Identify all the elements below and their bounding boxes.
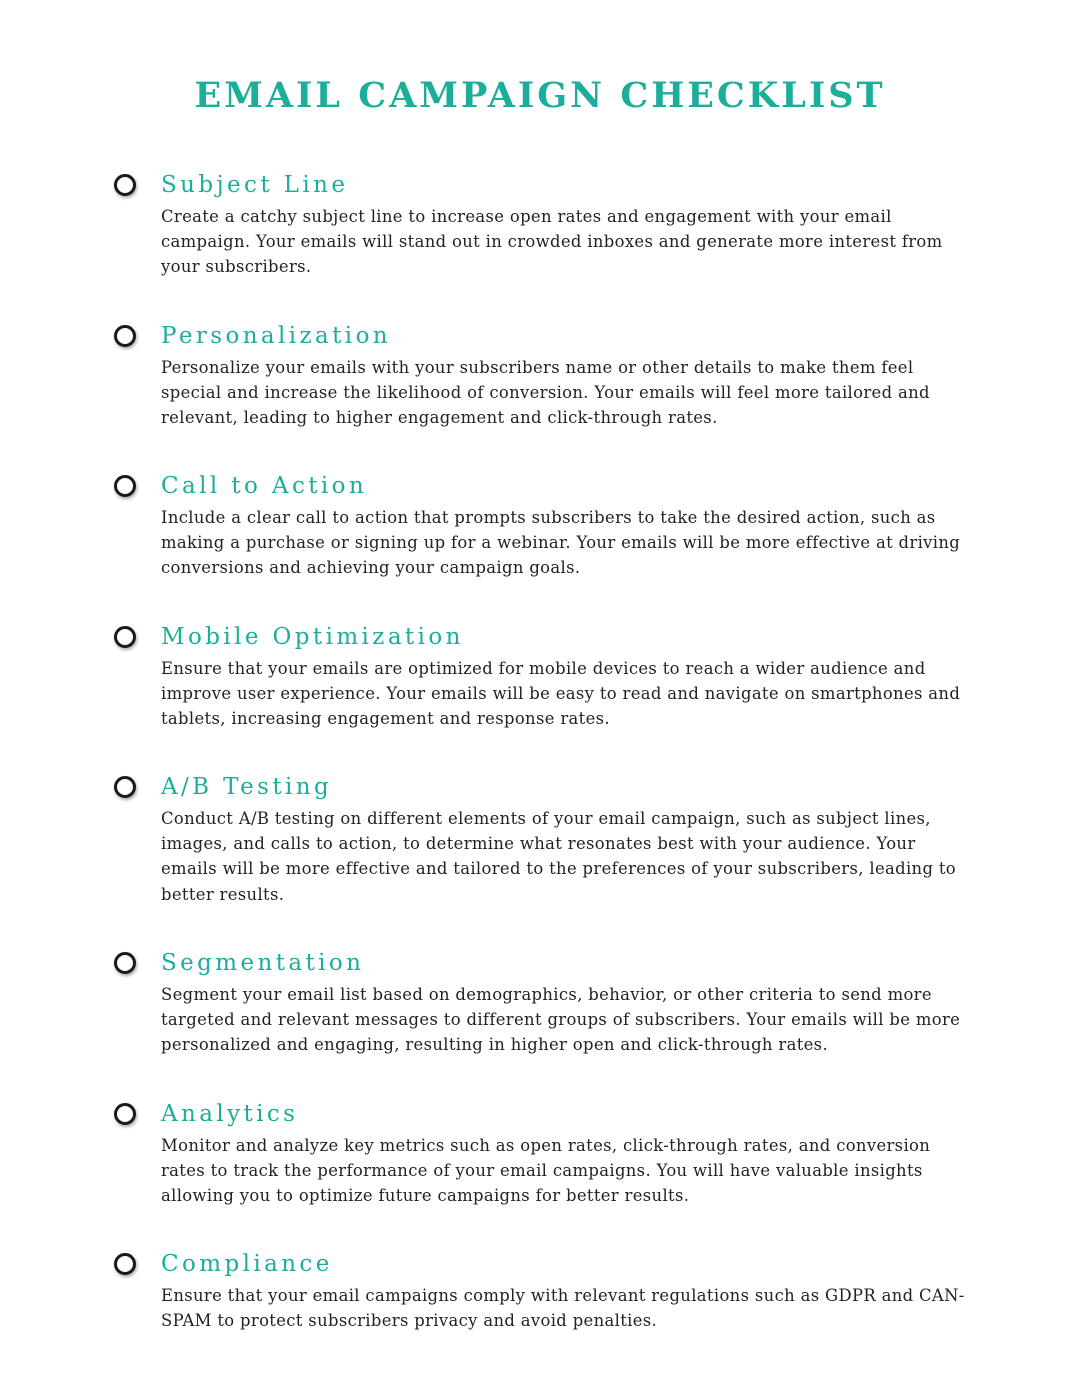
item-heading: Mobile Optimization — [161, 624, 464, 650]
checkbox-circle-icon[interactable] — [114, 952, 136, 974]
checkbox-circle-icon[interactable] — [114, 1253, 136, 1275]
item-description: Create a catchy subject line to increase open rates and engagement with your email campaign. Your emails will stand out in crowded inboxes and generate more interest from your subscribers. — [161, 207, 943, 277]
item-description: Personalize your emails with your subscribers name or other details to make them feel special and increase the likelihood of conversion. Your emails will feel more tailored and relevant, leading to higher engagement and click-through rates. — [161, 358, 930, 428]
checkbox-circle-icon[interactable] — [114, 325, 136, 347]
item-description: Conduct A/B testing on different elements of your email campaign, such as subject lines, images, and calls to action, to determine what resonates best with your audience. Your emails will be more effective and tailored to the preferences of your subscribers, leading to better results. — [161, 809, 957, 904]
item-description: Include a clear call to action that prompts subscribers to take the desired action, such as making a purchase or signing up for a webinar. Your emails will be more effective at driving conversions and achieving your campaign goals. — [161, 508, 961, 578]
page-title: EMAIL CAMPAIGN CHECKLIST — [194, 75, 886, 116]
checkbox-circle-icon[interactable] — [114, 626, 136, 648]
item-heading: Personalization — [161, 323, 392, 349]
item-heading: Call to Action — [161, 473, 368, 499]
checkbox-circle-icon[interactable] — [114, 475, 136, 497]
item-heading: Subject Line — [161, 172, 349, 198]
checkbox-circle-icon[interactable] — [114, 1103, 136, 1125]
item-heading: A/B Testing — [161, 774, 333, 800]
item-heading: Compliance — [161, 1251, 333, 1277]
item-description: Ensure that your email campaigns comply with relevant regulations such as GDPR and CAN-SPAM to protect subscribers privacy and avoid penalties. — [161, 1286, 965, 1331]
checkbox-circle-icon[interactable] — [114, 776, 136, 798]
checkbox-circle-icon[interactable] — [114, 174, 136, 196]
item-description: Segment your email list based on demographics, behavior, or other criteria to send more targeted and relevant messages to different groups of subscribers. Your emails will be more personalized and engaging, resulting in higher open and click-through rates. — [161, 985, 961, 1055]
item-heading: Segmentation — [161, 950, 365, 976]
item-heading: Analytics — [161, 1101, 299, 1127]
item-description: Monitor and analyze key metrics such as open rates, click-through rates, and conversion rates to track the performance of your email campaigns. You will have valuable insights allowing you to optimize future campaigns for better results. — [161, 1136, 931, 1206]
item-description: Ensure that your emails are optimized for mobile devices to reach a wider audience and improve user experience. Your emails will be easy to read and navigate on smartphones and tablets, increasing engagement and response rates. — [161, 659, 961, 729]
